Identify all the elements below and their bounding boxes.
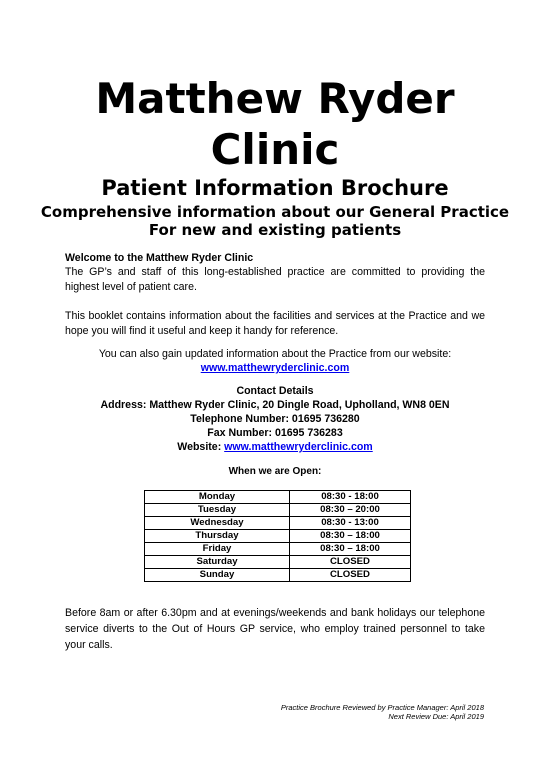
table-row — [145, 569, 411, 582]
day-cell: Sunday — [145, 569, 290, 582]
contact-website-row — [0, 440, 550, 455]
hours-cell: CLOSED — [290, 569, 411, 582]
welcome-heading: Welcome to the Matthew Ryder Clinic — [65, 252, 254, 264]
brochure-subtitle: Patient Information Brochure — [101, 176, 449, 200]
contact-telephone: Telephone Number: 01695 736280 — [190, 413, 360, 425]
table-row — [145, 543, 411, 556]
footer-reviewed: Practice Brochure Reviewed by Practice Manager: April 2018 — [280, 703, 484, 712]
table-row — [145, 491, 411, 504]
out-of-hours-paragraph: Before 8am or after 6.30pm and at evenings/weekends and bank holidays our telephone service diverts to the Out of Hours GP service, who employ trained personnel to take your calls. — [65, 607, 485, 651]
table-row — [145, 530, 411, 543]
contact-website-link[interactable]: www.matthewryderclinic.com — [224, 441, 373, 453]
website-link-row — [0, 361, 550, 376]
contact-address: Address: Matthew Ryder Clinic, 20 Dingle Road, Upholland, WN8 0EN — [100, 399, 450, 411]
clinic-title-line2: Clinic — [210, 125, 340, 174]
day-cell: Wednesday — [145, 517, 290, 530]
hours-cell: 08:30 - 18:00 — [290, 491, 411, 504]
day-cell: Tuesday — [145, 504, 290, 517]
clinic-title-line1: Matthew Ryder — [95, 74, 455, 123]
tagline-line1: Comprehensive information about our General Practice — [40, 203, 510, 221]
contact-heading: Contact Details — [236, 385, 314, 397]
tagline-line2: For new and existing patients — [148, 221, 402, 239]
website-intro: You can also gain updated information about the Practice from our website: — [98, 348, 452, 360]
hours-cell: 08:30 – 18:00 — [290, 543, 411, 556]
booklet-paragraph: This booklet contains information about the facilities and services at the Practice and we hope you will find it useful and keep it handy for reference. — [65, 310, 485, 337]
day-cell: Friday — [145, 543, 290, 556]
opening-hours-heading: When we are Open: — [228, 466, 322, 477]
opening-hours-table — [144, 490, 411, 582]
contact-website-label: Website: — [177, 441, 225, 453]
table-row — [145, 504, 411, 517]
day-cell: Monday — [145, 491, 290, 504]
contact-fax: Fax Number: 01695 736283 — [207, 427, 343, 439]
hours-cell: 08:30 - 13:00 — [290, 517, 411, 530]
hours-cell: CLOSED — [290, 556, 411, 569]
footer-next-review: Next Review Due: April 2019 — [388, 712, 484, 721]
hours-cell: 08:30 – 18:00 — [290, 530, 411, 543]
table-row — [145, 556, 411, 569]
table-row — [145, 517, 411, 530]
website-link[interactable]: www.matthewryderclinic.com — [200, 362, 350, 374]
hours-cell: 08:30 – 20:00 — [290, 504, 411, 517]
day-cell: Thursday — [145, 530, 290, 543]
welcome-paragraph: The GP’s and staff of this long-established practice are committed to providing the highest level of patient care. — [65, 266, 485, 293]
day-cell: Saturday — [145, 556, 290, 569]
